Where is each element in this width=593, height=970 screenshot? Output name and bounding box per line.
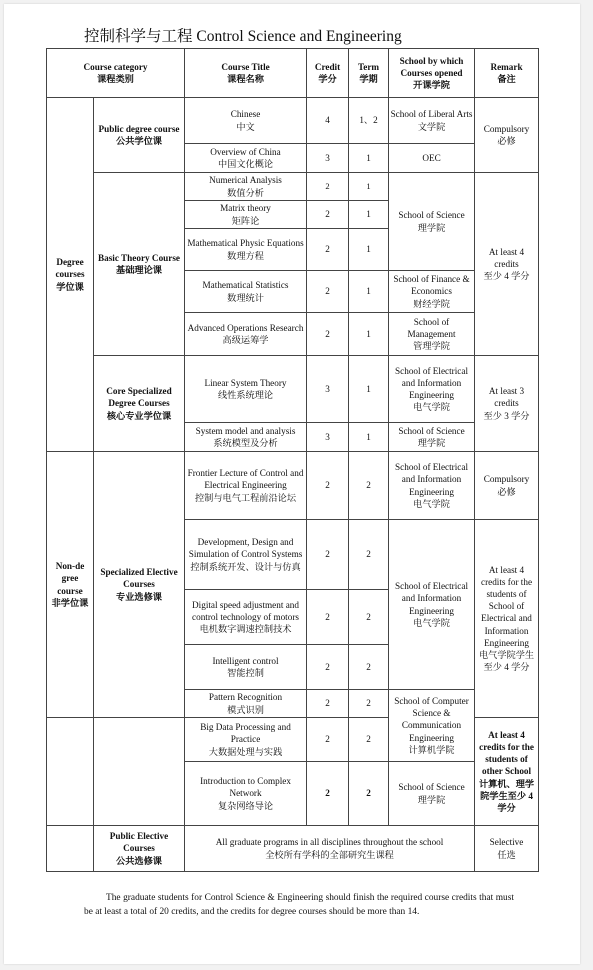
course-term: 2 (349, 452, 389, 520)
course-credit: 3 (307, 356, 349, 423)
course-title: System model and analysis 系统模型及分析 (185, 423, 307, 452)
public-elective-remark: Selective 任选 (475, 826, 539, 872)
group-specialized-elective: Specialized Elective Courses 专业选修课 (94, 452, 185, 718)
course-school: School of Management 管理学院 (389, 313, 475, 356)
course-title: Linear System Theory 线性系统理论 (185, 356, 307, 423)
course-term: 1、2 (349, 98, 389, 144)
course-title: Big Data Processing and Practice 大数据处理与实践 (185, 718, 307, 762)
course-credit: 2 (307, 520, 349, 590)
header-term: Term 学期 (349, 49, 389, 98)
table-row (47, 826, 539, 872)
credits-note: The graduate students for Control Science & Engineering should finish the required course credits that must be at least a total of 20 credits, and the credits for degree courses should be more than 14. (84, 893, 514, 917)
course-title: Matrix theory 矩阵论 (185, 201, 307, 229)
header-row (47, 49, 539, 98)
blank-cell (94, 718, 185, 826)
group-degree-courses: Degree courses 学位课 (47, 98, 94, 452)
course-title: Chinese 中文 (185, 98, 307, 144)
group-public-degree: Public degree course 公共学位课 (94, 98, 185, 173)
course-school: School of Electrical and Information Engineering 电气学院 (389, 356, 475, 423)
course-credit: 2 (307, 229, 349, 271)
course-title: Pattern Recognition 模式识别 (185, 690, 307, 718)
course-school: School of Liberal Arts 文学院 (389, 98, 475, 144)
course-term: 1 (349, 173, 389, 201)
course-credit: 2 (307, 690, 349, 718)
course-title: Development, Design and Simulation of Control Systems 控制系统开发、设计与仿真 (185, 520, 307, 590)
course-term: 1 (349, 356, 389, 423)
course-term: 2 (349, 645, 389, 690)
course-remark: At least 4 credits for the students of School of Electrical and Information Engineering 电气学院学生至少 4 学分 (475, 520, 539, 718)
course-remark: At least 3 credits 至少 3 学分 (475, 356, 539, 452)
course-remark: Compulsory 必修 (475, 452, 539, 520)
document-page (4, 4, 580, 964)
course-term: 1 (349, 144, 389, 173)
header-remark: Remark 备注 (475, 49, 539, 98)
course-school: School of Science 理学院 (389, 762, 475, 826)
course-title: Intelligent control 智能控制 (185, 645, 307, 690)
course-title: Advanced Operations Research 高级运筹学 (185, 313, 307, 356)
course-term: 1 (349, 423, 389, 452)
blank-cell (47, 718, 94, 826)
course-school: OEC (389, 144, 475, 173)
course-remark: At least 4 credits 至少 4 学分 (475, 173, 539, 356)
course-credit: 2 (307, 590, 349, 645)
course-title: Mathematical Statistics 数理统计 (185, 271, 307, 313)
header-credit: Credit 学分 (307, 49, 349, 98)
course-credit: 2 (307, 645, 349, 690)
course-credit: 2 (307, 313, 349, 356)
public-elective-text: All graduate programs in all disciplines throughout the school 全校所有学科的全部研究生课程 (185, 826, 475, 872)
blank-cell (47, 826, 94, 872)
course-term: 2 (349, 690, 389, 718)
course-term: 2 (349, 590, 389, 645)
course-term: 2 (349, 762, 389, 826)
course-credit: 3 (307, 144, 349, 173)
course-title: Numerical Analysis 数值分析 (185, 173, 307, 201)
course-school: School of Electrical and Information Engineering 电气学院 (389, 520, 475, 690)
course-remark: At least 4 credits for the students of other School 计算机、理学院学生至少 4 学分 (475, 718, 539, 826)
group-public-elective: Public Elective Courses 公共选修课 (94, 826, 185, 872)
course-credit: 2 (307, 452, 349, 520)
table-row (47, 173, 539, 201)
course-credit: 3 (307, 423, 349, 452)
course-term: 1 (349, 229, 389, 271)
course-title: Overview of China 中国文化概论 (185, 144, 307, 173)
course-credit: 2 (307, 173, 349, 201)
header-school: School by which Courses opened 开课学院 (389, 49, 475, 98)
table-row (47, 452, 539, 520)
course-school: School of Computer Science & Communication Engineering 计算机学院 (389, 690, 475, 762)
course-term: 2 (349, 520, 389, 590)
course-title: Frontier Lecture of Control and Electrical Engineering 控制与电气工程前沿论坛 (185, 452, 307, 520)
course-credit: 2 (307, 271, 349, 313)
course-term: 2 (349, 718, 389, 762)
table-row (47, 98, 539, 144)
course-credit: 4 (307, 98, 349, 144)
header-course-title: Course Title 课程名称 (185, 49, 307, 98)
course-term: 1 (349, 271, 389, 313)
course-title: Mathematical Physic Equations 数理方程 (185, 229, 307, 271)
table-row (47, 356, 539, 423)
course-school: School of Science 理学院 (389, 173, 475, 271)
course-school: School of Science 理学院 (389, 423, 475, 452)
course-term: 1 (349, 201, 389, 229)
course-credit: 2 (307, 762, 349, 826)
course-school: School of Finance & Economics 财经学院 (389, 271, 475, 313)
course-credit: 2 (307, 201, 349, 229)
header-category: Course category 课程类别 (47, 49, 185, 98)
course-remark: Compulsory 必修 (475, 98, 539, 173)
group-core-specialized: Core Specialized Degree Courses 核心专业学位课 (94, 356, 185, 452)
course-table (46, 48, 539, 872)
course-term: 1 (349, 313, 389, 356)
course-title: Introduction to Complex Network 复杂网络导论 (185, 762, 307, 826)
group-basic-theory: Basic Theory Course 基础理论课 (94, 173, 185, 356)
group-non-degree-courses: Non-de gree course 非学位课 (47, 452, 94, 718)
course-credit: 2 (307, 718, 349, 762)
page-title: 控制科学与工程 Control Science and Engineering (84, 28, 402, 45)
course-title: Digital speed adjustment and control technology of motors 电机数字调速控制技术 (185, 590, 307, 645)
course-school: School of Electrical and Information Engineering 电气学院 (389, 452, 475, 520)
